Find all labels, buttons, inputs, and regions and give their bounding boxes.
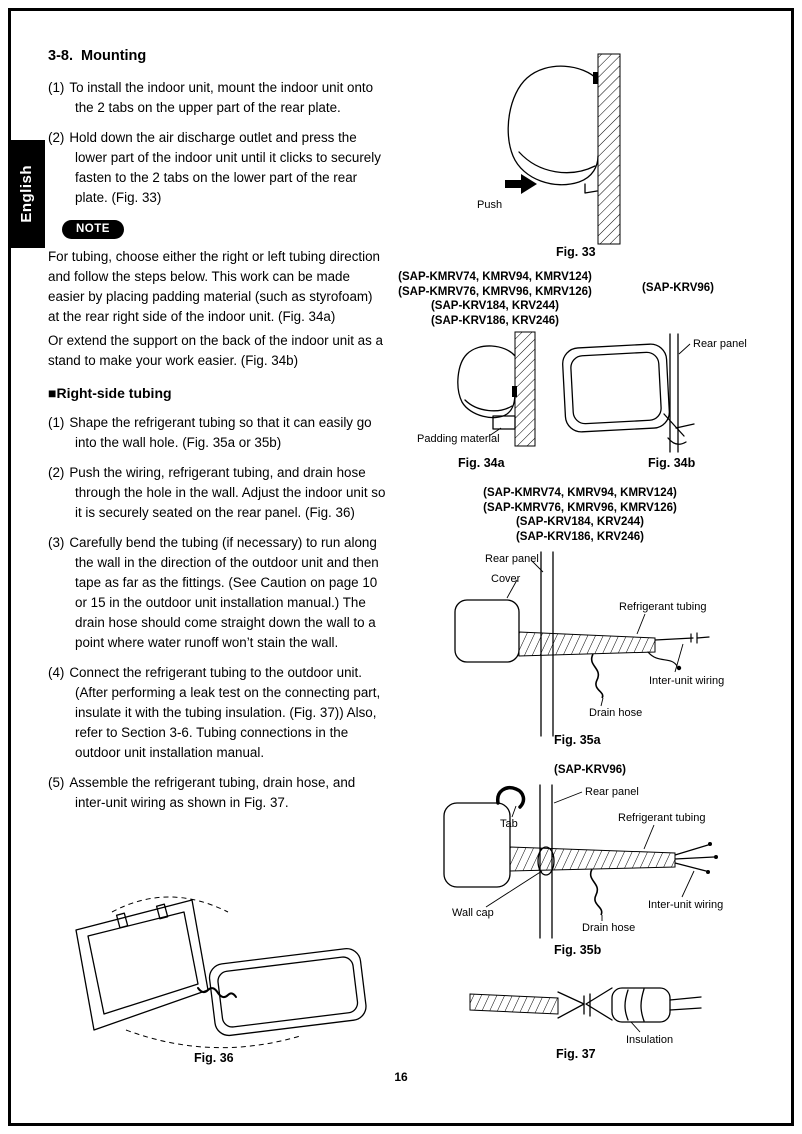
step-number: (5) xyxy=(48,775,65,790)
wrapped-tubing xyxy=(519,632,655,656)
wire-end xyxy=(706,870,710,874)
wall-cap-label: Wall cap xyxy=(452,907,494,919)
fig35a-drawing xyxy=(443,548,763,740)
inter-unit-wiring-label: Inter-unit wiring xyxy=(649,675,725,687)
fig35b-caption: Fig. 35b xyxy=(554,943,602,957)
refrigerant-tubing-label: Refrigerant tubing xyxy=(618,812,706,824)
step-text: Hold down the air discharge outlet and press the lower part of the indoor unit until it clicks to securely fasten to the 2 tabs on the lower part of the rear plate. (Fig. 33) xyxy=(69,130,381,205)
tubing-step-2 xyxy=(48,463,386,523)
wrapped-tubing xyxy=(470,994,558,1014)
step-number: (3) xyxy=(48,535,65,550)
wire-end xyxy=(708,842,712,846)
wire-end xyxy=(714,855,718,859)
drain-hose-label: Drain hose xyxy=(582,922,636,934)
joint-and-insulation-sleeve xyxy=(558,988,701,1022)
instructions-column xyxy=(48,46,386,823)
language-tab-label: English xyxy=(18,165,35,223)
model-line: (SAP-KMRV74, KMRV94, KMRV124) xyxy=(398,271,592,283)
fig33-caption: Fig. 33 xyxy=(556,245,596,259)
model-line: (SAP-KRV186, KRV246) xyxy=(515,530,645,543)
fig37-drawing xyxy=(468,974,703,1048)
fig34a-caption: Fig. 34a xyxy=(458,456,505,470)
rear-panel-label: Rear panel xyxy=(485,553,539,565)
push-label: Push xyxy=(477,199,503,211)
wrapped-tubing xyxy=(510,847,675,871)
inter-unit-wiring-label: Inter-unit wiring xyxy=(648,899,724,911)
tab-label: Tab xyxy=(500,818,518,830)
step-text: Shape the refrigerant tubing so that it can easily go into the wall hole. (Fig. 35a or 35b) xyxy=(69,415,372,450)
step-number: (2) xyxy=(48,130,65,145)
refrigerant-tubing-label: Refrigerant tubing xyxy=(619,601,707,613)
note-paragraph-2: Or extend the support on the back of the indoor unit as a stand to make your work easier. (Fig. 34b) xyxy=(48,333,383,368)
drain-hose-line xyxy=(591,869,602,915)
wall-hatch xyxy=(598,54,620,244)
wall-hatch xyxy=(515,332,535,446)
model-line: (SAP-KRV186, KRV246) xyxy=(430,314,560,327)
note-badge: NOTE xyxy=(62,220,124,239)
step-number: (1) xyxy=(48,415,65,430)
model-line: (SAP-KRV184, KRV244) xyxy=(515,516,645,528)
fig35b-drawing xyxy=(440,783,760,953)
fig34b-caption: Fig. 34b xyxy=(648,456,696,470)
leader-line xyxy=(679,344,690,354)
indoor-unit-side-view xyxy=(508,66,598,193)
step-text: Connect the refrigerant tubing to the outdoor unit. (After performing a leak test on the connecting part, insulate it with the tubing insulation. (Fig. 37)) Also, refer to Section 3-6. Tubing connections in the outdoor unit installation manual. xyxy=(69,665,381,760)
wire-end xyxy=(677,666,681,670)
tubing-step-5 xyxy=(48,773,386,813)
model-line: (SAP-KMRV76, KMRV96, KMRV126) xyxy=(398,285,592,298)
padding-material-label: Padding material xyxy=(417,433,500,445)
fig34b-drawing xyxy=(552,330,762,458)
model-line: (SAP-KMRV74, KMRV94, KMRV124) xyxy=(483,487,677,499)
mounting-step-1 xyxy=(48,78,386,118)
step-number: (1) xyxy=(48,80,65,95)
page-number: 16 xyxy=(394,1070,408,1084)
mounting-step-2 xyxy=(48,128,386,208)
motion-arcs xyxy=(112,897,300,1048)
cover-label: Cover xyxy=(491,573,521,585)
language-tab xyxy=(8,140,45,248)
rear-panel-label: Rear panel xyxy=(693,338,747,350)
fig37-caption: Fig. 37 xyxy=(556,1047,596,1061)
drain-hose-label: Drain hose xyxy=(589,707,643,719)
fig33-drawing xyxy=(455,52,640,247)
tubing-step-3 xyxy=(48,533,386,653)
step-text: To install the indoor unit, mount the indoor unit onto the 2 tabs on the upper part of the rear plate. xyxy=(69,80,374,115)
leader-line xyxy=(631,1022,640,1032)
rear-plate-and-unit xyxy=(76,900,368,1037)
note-paragraph-1: For tubing, choose either the right or left tubing direction and follow the steps below. This work can be made easier by placing padding material (such as styrofoam) at the rear right side of the indoor unit. (Fig. 34a) xyxy=(48,249,380,324)
step-number: (2) xyxy=(48,465,65,480)
rear-panel-label: Rear panel xyxy=(585,786,639,798)
model-line: (SAP-KMRV76, KMRV96, KMRV126) xyxy=(483,501,677,514)
fig35a-caption: Fig. 35a xyxy=(554,733,601,747)
fig36-drawing xyxy=(62,890,374,1055)
model-list-b xyxy=(470,486,690,544)
indoor-unit-outline xyxy=(458,346,515,429)
drain-hose-line xyxy=(592,654,603,698)
model-line: (SAP-KRV184, KRV244) xyxy=(430,300,560,312)
model-list-a xyxy=(388,270,602,328)
step-text: Push the wiring, refrigerant tubing, and drain hose through the hole in the wall. Adjust the indoor unit so it is securely seated on the rear panel. (Fig. 36) xyxy=(69,465,386,520)
fig36-caption: Fig. 36 xyxy=(194,1051,234,1065)
insulation-label: Insulation xyxy=(626,1034,674,1046)
model-krv96-b: (SAP-KRV96) xyxy=(554,764,626,776)
step-text: Assemble the refrigerant tubing, drain hose, and inter-unit wiring as shown in Fig. 37. xyxy=(69,775,356,810)
indoor-unit-with-support xyxy=(562,334,694,452)
section-heading: 3-8. Mounting xyxy=(48,48,147,64)
fig34a-drawing xyxy=(415,330,550,458)
tubing-step-1 xyxy=(48,413,386,453)
tubing-step-4 xyxy=(48,663,386,763)
step-text: Carefully bend the tubing (if necessary) to run along the wall in the direction of the outdoor unit and then tape as far as the fittings. (See Caution on page 10 or 15 in the outdoor unit installation manual.) The drain hose should come straight down the wall to a point where water runoff won’t stain the wall. xyxy=(69,535,379,650)
model-krv96-a: (SAP-KRV96) xyxy=(642,282,714,294)
wiring xyxy=(675,845,714,871)
subsection-heading: ■Right-side tubing xyxy=(48,385,172,401)
step-number: (4) xyxy=(48,665,65,680)
